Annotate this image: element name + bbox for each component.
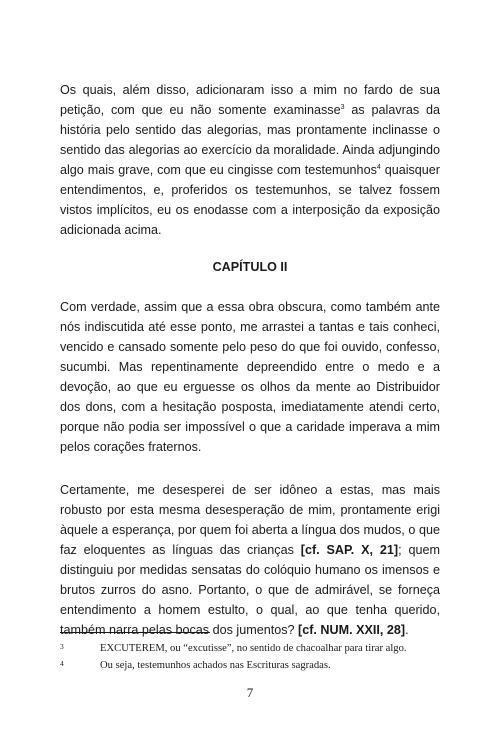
page-number: 7 — [246, 685, 254, 700]
paragraph-1-text-b: as palavras da história pelo sentido das alegorias, mas prontamente inclinasse o sentido das alegorias ao exercício da moralidade. Ainda adjungindo algo mais grave, com que eu cingisse com testemunhos — [60, 103, 440, 177]
paragraph-3-text-c: . — [405, 623, 409, 637]
footnote-item — [60, 642, 450, 655]
paragraph-1 — [60, 80, 440, 240]
scripture-reference-num: [cf. NUM. XXII, 28] — [298, 623, 406, 637]
chapter-heading: CAPÍTULO II — [212, 260, 288, 274]
footnote-number: 4 — [60, 659, 64, 668]
footnote-ref-4[interactable]: 4 — [376, 163, 381, 171]
footnote-text: EXCUTEREM, ou “excutisse”, no sentido de chacoalhar para tirar algo. — [100, 643, 407, 654]
footnotes — [60, 632, 450, 672]
paragraph-1-text-c: quaisquer entendimentos, e, proferidos os testemunhos, se talvez fossem vistos implícitos, eu os enodasse com a interposição da exposição adicionada acima. — [60, 163, 441, 237]
page-body — [60, 80, 440, 640]
scripture-reference-sap: [cf. SAP. X, 21] — [300, 543, 399, 557]
footnote-divider — [60, 632, 210, 633]
footnote-ref-3[interactable]: 3 — [340, 103, 345, 111]
footnote-number: 3 — [60, 642, 64, 651]
paragraph-3-text-a: Certamente, me desesperei de ser idôneo a estas, mas mais robusto por esta mesma desesperação de mim, prontamente erigi àquele a esperança, por quem foi aberta a língua dos mudos, o que faz eloquentes as línguas das crianças — [60, 483, 440, 557]
paragraph-3-text-b: ; quem distinguiu por medidas sensatas do colóquio humano os imensos e brutos zurros do asno. Portanto, o que de admirável, se forneça entendimento a homem estulto, o qual, ao que tenha querido, também narra pelas bocas dos jumentos? — [60, 543, 440, 637]
paragraph-1-text-a: Os quais, além disso, adicionaram isso a mim no fardo de sua petição, com que eu não somente examinasse — [60, 83, 440, 117]
footnote-text: Ou seja, testemunhos achados nas Escrituras sagradas. — [100, 660, 331, 671]
paragraph-2: Com verdade, assim que a essa obra obscura, como também ante nós indiscutida até esse ponto, me arrastei a tantas e tais conheci, vencido e cansado somente pelo peso do que foi ouvido, confesso, sucumbi. Mas repentinamente depreendido entre o medo e a devoção, ao que eu erguesse os olhos da mente ao Distribuidor dos dons, com a hesitação posposta, imediatamente atendi certo, porque não podia ser impossível o que a caridade imperava a mim pelos corações fraternos. — [60, 300, 440, 454]
footnote-item — [60, 659, 450, 672]
paragraph-3 — [60, 480, 440, 640]
